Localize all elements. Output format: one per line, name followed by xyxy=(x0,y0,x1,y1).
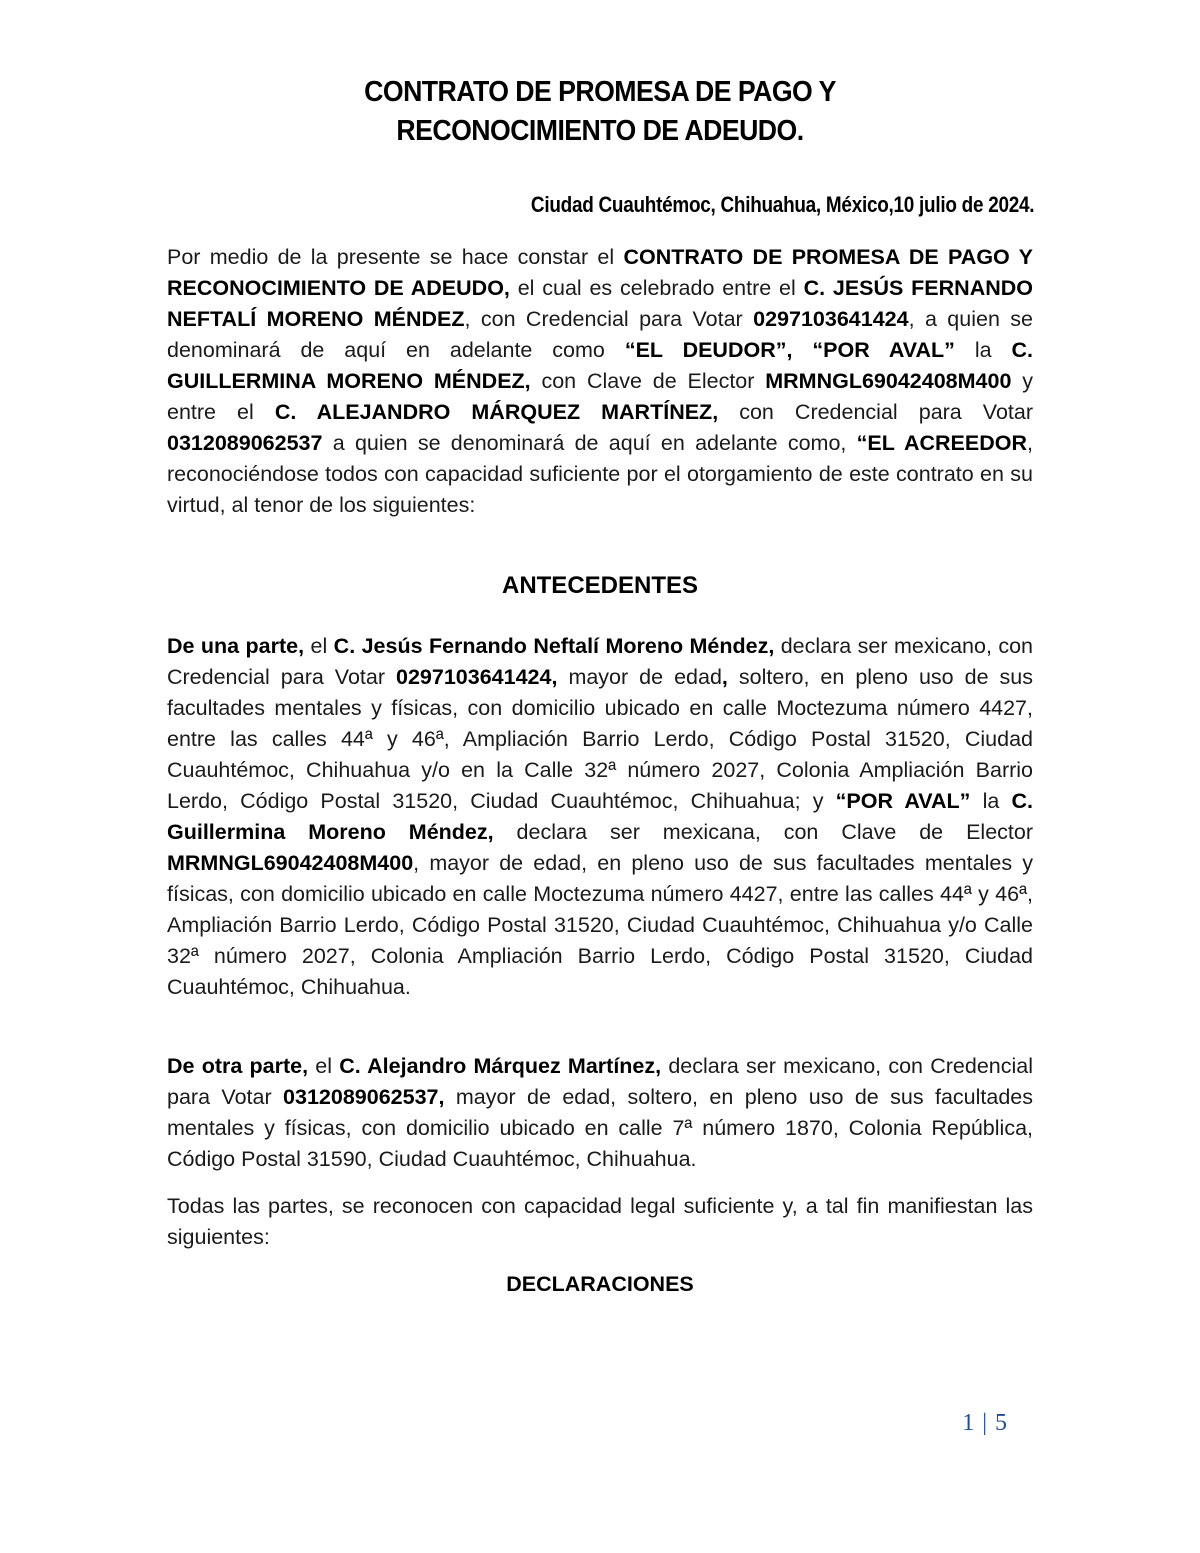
text-run: el cual es celebrado entre el xyxy=(509,276,804,300)
text-run: y entre el xyxy=(167,369,1033,424)
text-run: , mayor de edad, en pleno uso de sus facultades mentales y físicas, con domicilio ubicado en calle Moctezuma número 4427, entre las calles 44ª y 46ª, Ampliación Barrio Lerdo, Código Postal 31520, Ciudad Cuauhtémoc, Chihuahua y/o Calle 32ª número 2027, Colonia Ampliación Barrio Lerdo, Código Postal 31520, Ciudad Cuauhtémoc, Chihuahua. xyxy=(167,851,1033,999)
text-run: declara ser mexicana, con Clave de Elector xyxy=(493,820,1033,844)
bold-run: C. JESÚS FERNANDO NEFTALÍ MORENO MÉNDEZ xyxy=(167,276,1033,331)
text-run: el xyxy=(304,634,334,658)
bold-run: 0312089062537, xyxy=(283,1085,445,1109)
bold-run: “EL DEUDOR”, “POR AVAL” xyxy=(624,338,955,362)
text-run: declara ser mexicano, con Credencial para Votar xyxy=(167,1054,1033,1109)
bold-run: MRMNGL69042408M400 xyxy=(167,851,414,875)
text-run: soltero, en pleno uso de sus facultades mentales y físicas, con domicilio ubicado en calle Moctezuma número 4427, entre las calles 44ª y 46ª, Ampliación Barrio Lerdo, Código Postal 31520, Ciudad Cuauhtémoc, Chihuahua y/o en la Calle 32ª número 2027, Colonia Ampliación Barrio Lerdo, Código Postal 31520, Ciudad Cuauhtémoc, Chihuahua; y xyxy=(167,665,1033,813)
bold-run: C. GUILLERMINA MORENO MÉNDEZ, xyxy=(167,338,1034,393)
text-run: declara ser mexicano, con Credencial para Votar xyxy=(167,634,1034,689)
place-and-date: Ciudad Cuauhtémoc, Chihuahua, México,10 julio de 2024. xyxy=(530,192,1034,217)
text-run: , con Credencial para Votar xyxy=(464,307,754,331)
bold-run: 0312089062537 xyxy=(167,431,323,455)
document-title-line-1: CONTRATO DE PROMESA DE PAGO Y xyxy=(364,76,836,108)
bold-run: C. ALEJANDRO MÁRQUEZ MARTÍNEZ, xyxy=(274,400,719,424)
text-run: , reconociéndose todos con capacidad suficiente por el otorgamiento de este contrato en su virtud, al tenor de los siguientes: xyxy=(167,431,1033,517)
bold-run: CONTRATO DE PROMESA DE PAGO Y RECONOCIMIENTO DE ADEUDO, xyxy=(167,245,1033,300)
declaraciones-heading: DECLARACIONES xyxy=(506,1272,694,1296)
text-run: a quien se denominará de aquí en adelante como, xyxy=(322,431,857,455)
bold-run: 0297103641424, xyxy=(396,665,558,689)
first-party-paragraph xyxy=(167,631,1033,1003)
bold-run: “POR AVAL” xyxy=(835,789,971,813)
intro-paragraph xyxy=(167,242,1033,521)
bold-run: 0297103641424 xyxy=(753,307,909,331)
document-title-line-2: RECONOCIMIENTO DE ADEUDO. xyxy=(396,115,804,147)
text-run: con Clave de Elector xyxy=(530,369,766,393)
text-run: , a quien se denominará de aquí en adelante como xyxy=(167,307,1034,362)
text-run: la xyxy=(954,338,1012,362)
second-party-paragraph xyxy=(167,1051,1033,1175)
bold-run: De una parte, xyxy=(167,634,305,658)
antecedentes-heading: ANTECEDENTES xyxy=(501,572,699,599)
bold-run: MRMNGL69042408M400 xyxy=(765,369,1012,393)
bold-run: “EL ACREEDOR xyxy=(856,431,1027,455)
bold-run: C. Guillermina Moreno Méndez, xyxy=(167,789,1033,844)
text-run: con Credencial para Votar xyxy=(718,400,1034,424)
text-run: mayor de edad, soltero, en pleno uso de sus facultades mentales y físicas, con domicilio ubicado en calle 7ª número 1870, Colonia República, Código Postal 31590, Ciudad Cuauhtémoc, Chihuahua. xyxy=(167,1085,1033,1171)
bold-run: De otra parte, xyxy=(167,1054,309,1078)
text-run: Por medio de la presente se hace constar el xyxy=(167,245,624,269)
bold-run: , xyxy=(721,665,728,689)
bold-run: C. Alejandro Márquez Martínez, xyxy=(339,1054,662,1078)
page-indicator: 1 | 5 xyxy=(962,1410,1008,1436)
text-run: el xyxy=(308,1054,340,1078)
parties-capacity-paragraph: Todas las partes, se reconocen con capacidad legal suficiente y, a tal fin manifiestan las siguientes: xyxy=(167,1194,1033,1249)
bold-run: C. Jesús Fernando Neftalí Moreno Méndez, xyxy=(333,634,775,658)
text-run: mayor de edad xyxy=(557,665,722,689)
text-run: la xyxy=(970,789,1012,813)
